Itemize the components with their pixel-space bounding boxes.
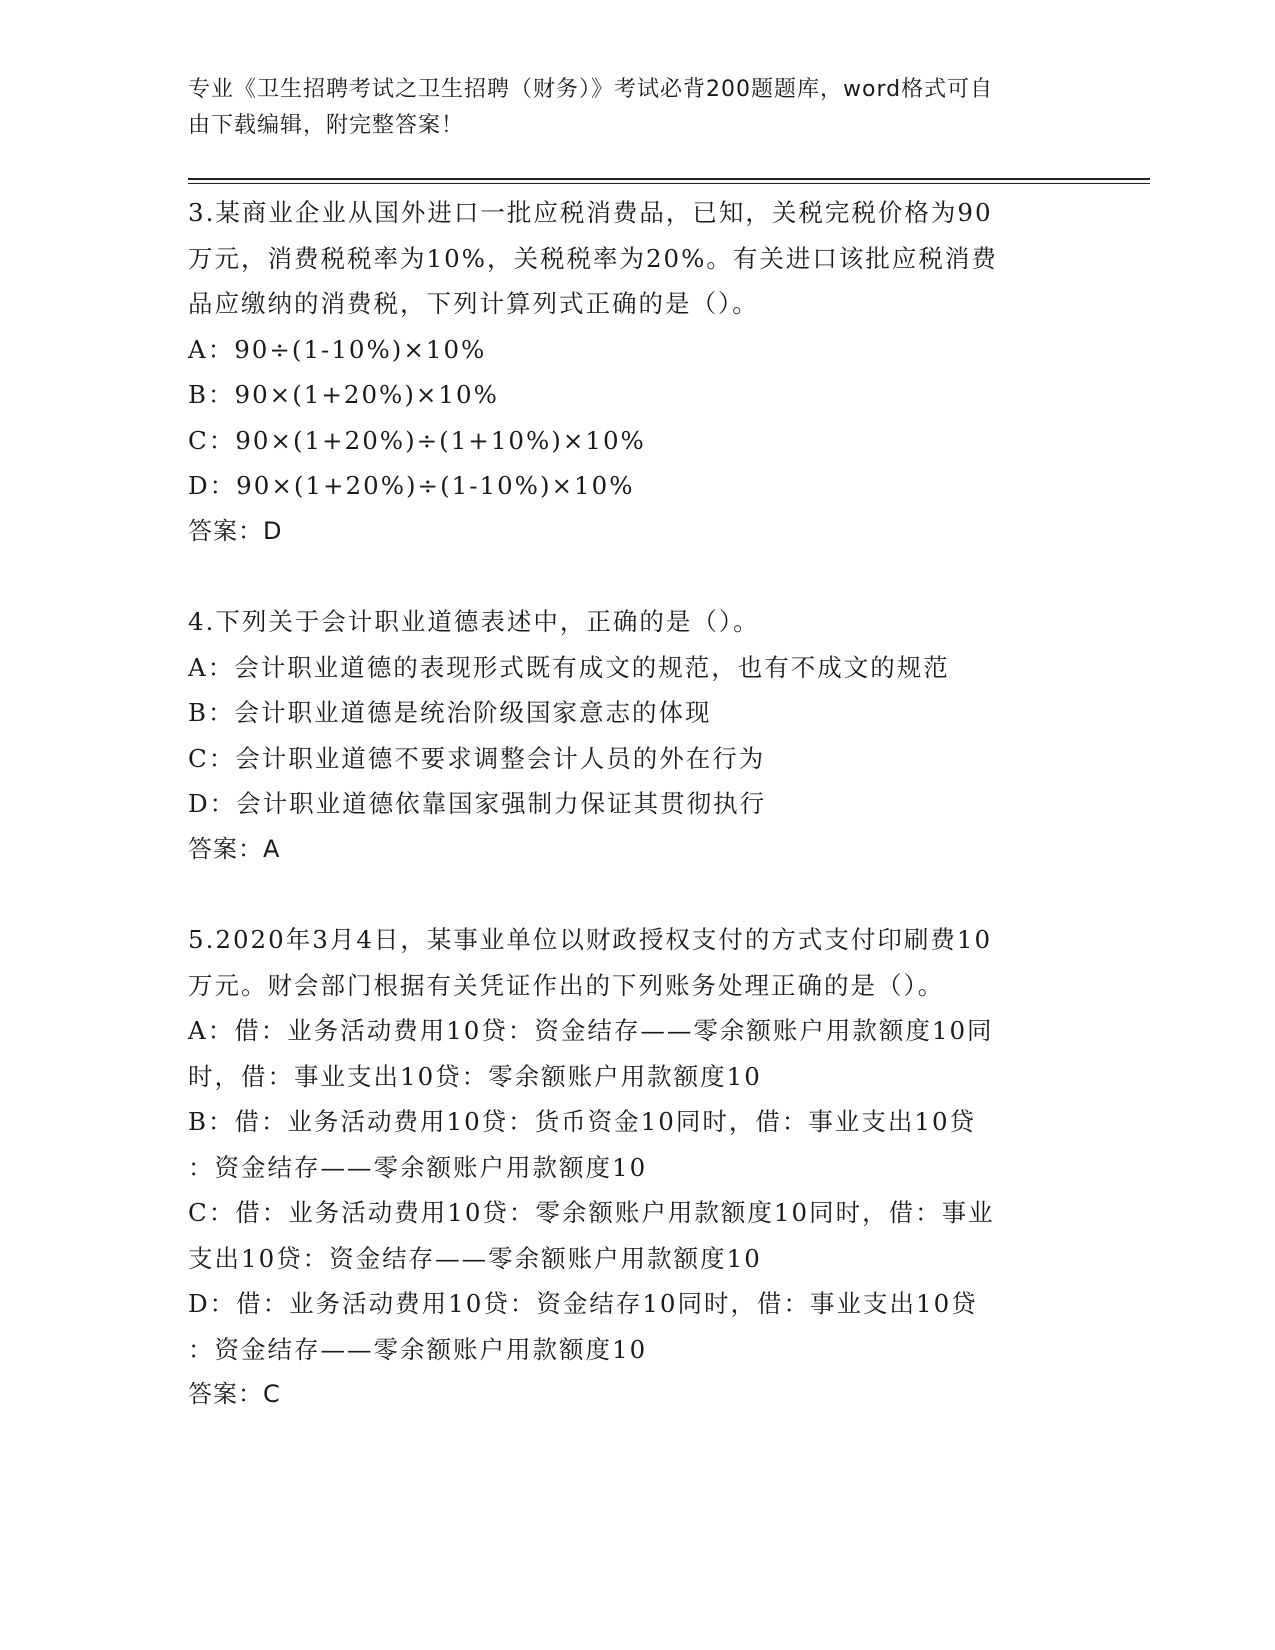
header-divider-thin xyxy=(188,183,1150,184)
question-stem-line: 3.某商业企业从国外进口一批应税消费品，已知，关税完税价格为90 xyxy=(188,198,993,227)
question-stem-line: 万元。财会部门根据有关凭证作出的下列账务处理正确的是（）。 xyxy=(188,970,945,1000)
option-a-continued: 时，借：事业支出10贷：零余额账户用款额度10 xyxy=(188,1061,762,1091)
question-list xyxy=(188,190,1088,1418)
option-a: A：90÷(1-10%)×10% xyxy=(188,334,487,364)
option-c: C：借：业务活动费用10贷：零余额账户用款额度10同时，借：事业 xyxy=(188,1198,995,1227)
question-stem-line: 万元，消费税税率为10%，关税税率为20%。有关进口该批应税消费 xyxy=(188,243,998,273)
option-d: D：90×(1+20%)÷(1-10%)×10% xyxy=(188,471,635,500)
answer-line: 答案：D xyxy=(188,516,283,545)
header-title-line-2: 由下载编辑，附完整答案！ xyxy=(188,113,465,138)
option-b: B：借：业务活动费用10贷：货币资金10同时，借：事业支出10贷 xyxy=(188,1107,977,1136)
option-c: C：会计职业道德不要求调整会计人员的外在行为 xyxy=(188,743,766,773)
document-header xyxy=(188,72,1068,144)
question-5 xyxy=(188,917,1088,1418)
option-c-continued: 支出10贷：资金结存——零余额账户用款额度10 xyxy=(188,1243,762,1273)
header-title-line-1: 专业《卫生招聘考试之卫生招聘（财务）》考试必背200题题库，word格式可自 xyxy=(188,77,994,102)
option-b-continued: ：资金结存——零余额账户用款额度10 xyxy=(188,1152,648,1182)
option-d: D：借：业务活动费用10贷：资金结存10同时，借：事业支出10贷 xyxy=(188,1289,978,1318)
question-4 xyxy=(188,599,1088,872)
option-b: B：会计职业道德是统治阶级国家意志的体现 xyxy=(188,698,712,727)
answer-line: 答案：A xyxy=(188,834,281,863)
option-a: A：会计职业道德的表现形式既有成文的规范，也有不成文的规范 xyxy=(188,652,950,682)
question-3 xyxy=(188,190,1088,554)
header-divider-thick xyxy=(188,178,1150,180)
option-a: A：借：业务活动费用10贷：资金结存——零余额账户用款额度10同 xyxy=(188,1016,994,1045)
option-b: B：90×(1+20%)×10% xyxy=(188,380,499,409)
option-d-continued: ：资金结存——零余额账户用款额度10 xyxy=(188,1334,648,1364)
option-c: C：90×(1+20%)÷(1+10%)×10% xyxy=(188,425,646,455)
question-stem-line: 品应缴纳的消费税，下列计算列式正确的是（）。 xyxy=(188,289,759,318)
question-stem-line: 4.下列关于会计职业道德表述中，正确的是（）。 xyxy=(188,607,760,636)
question-stem-line: 5.2020年3月4日，某事业单位以财政授权支付的方式支付印刷费10 xyxy=(188,925,993,954)
answer-line: 答案：C xyxy=(188,1380,281,1408)
option-d: D：会计职业道德依靠国家强制力保证其贯彻执行 xyxy=(188,789,767,818)
